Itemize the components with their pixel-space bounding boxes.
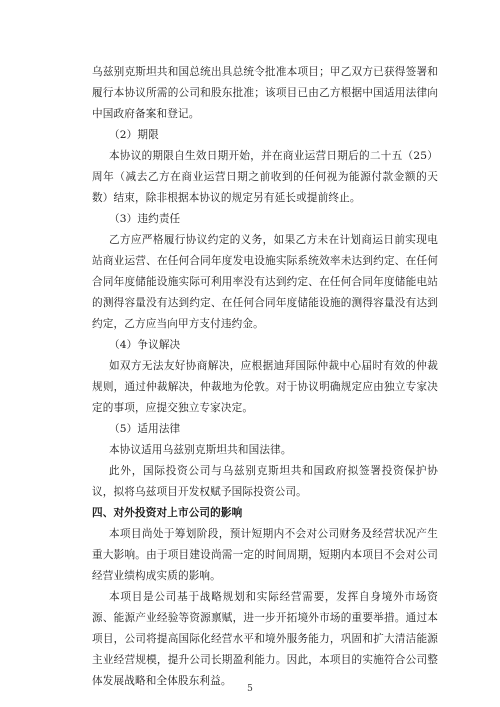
- paragraph-law: 本协议适用乌兹别克斯坦共和国法律。: [108, 444, 292, 456]
- paragraph-impact-2: 本项目是公司基于战略规划和实际经营需要，发挥自身境外市场资源、能源产业经验等资源禀赋，进一步开拓境外市场的重要举措。通过本项目，公司将提高国际化经营水平和境外服务能力，巩固和扩大清洁能源主业经营规模，提升公司长期盈利能力。因此，本项目的实施符合公司整体发展战略和全体股东利益。: [92, 591, 438, 687]
- heading-breach: （3）违约责任: [108, 213, 181, 225]
- paragraph-breach: 乙方应严格履行协议约定的义务，如果乙方未在计划商运日前实现电站商业运营、在任何合同年度发电设施实际系统效率未达到约定、在任何合同年度储能设施实际可利用率没有达到约定、在任何合同年度储能电站的测得容量没有达到约定、在任何合同年度储能设施的测得容量没有达到约定，乙方应当向甲方支付违约金。: [92, 234, 438, 330]
- document-page: [92, 62, 438, 692]
- heading-term: （2）期限: [108, 129, 159, 141]
- heading-dispute: （4）争议解决: [108, 339, 181, 351]
- paragraph-term: 本协议的期限自生效日期开始，并在商业运营日期后的二十五（25）周年（减去乙方在商业运营日期之前收到的任何视为能源付款金额的天数）结束，除非根据本协议的规定另有延长或提前终止。: [92, 150, 438, 204]
- section-heading-impact: 四、对外投资对上市公司的影响: [92, 507, 243, 519]
- page-number: 5: [247, 684, 253, 694]
- paragraph-dispute: 如双方无法友好协商解决，应根据迪拜国际仲裁中心届时有效的仲裁规则，通过仲裁解决，仲裁地为伦敦。对于协议明确规定应由独立专家决定的事项，应提交独立专家决定。: [92, 360, 438, 414]
- paragraph-approval: 乌兹别克斯坦共和国总统出具总统令批准本项目；甲乙双方已获得签署和履行本协议所需的公司和股东批准；该项目已由乙方根据中国适用法律向中国政府备案和登记。: [92, 66, 438, 120]
- heading-law: （5）适用法律: [108, 423, 181, 435]
- paragraph-impact-1: 本项目尚处于筹划阶段，预计短期内不会对公司财务及经营状况产生重大影响。由于项目建设尚需一定的时间周期，短期内本项目不会对公司经营业绩构成实质的影响。: [92, 528, 438, 582]
- paragraph-investment: 此外，国际投资公司与乌兹别克斯坦共和国政府拟签署投资保护协议，拟将乌兹项目开发权赋予国际投资公司。: [92, 465, 438, 498]
